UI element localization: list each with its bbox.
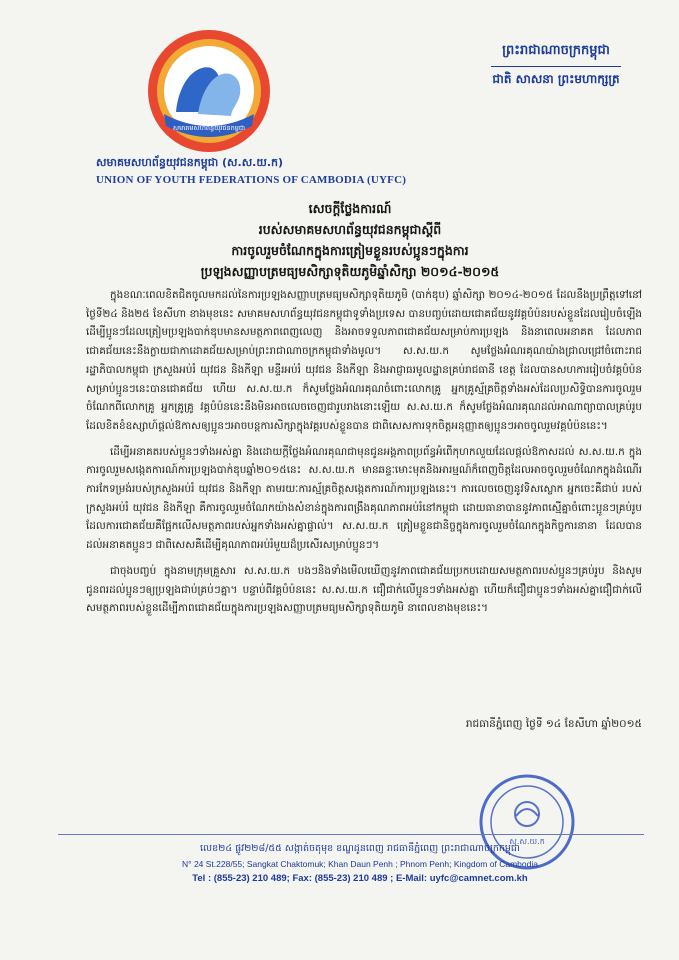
svg-text:សមាគមសហព័ន្ធយុវជនកម្ពុជា: សមាគមសហព័ន្ធយុវជនកម្ពុជា bbox=[172, 124, 246, 132]
paragraph-2: ដើម្បីអនាគតរបស់ប្អូនៗទាំងអស់គ្នា និងដោយក្តីថ្លែងអំណរគុណជាមុនជូនអង្គភាពប្រព័ន្ធអំពើកុហកលួយដែលផ្តល់ឱកាសដល់ ស.ស.យ.ក ក្នុងការចូលរួមសង្កេតការណ៍ការប្រឡងបាក់ឌុបឆ្នាំ២០១៥នេះ ស.ស.យ.ក មានឆន្ទៈមោះមុតនិងអារម្មណ៍ក៏ពេញចិត្តដែលអាចចូលរួមចំណែកក្នុងដំណើរការកែទម្រង់របស់ក្រសួងអប់រំ យុវជន និងកីឡា តាមរយៈការស្ម័គ្រចិត្តសង្កេតការណ៍ការប្រឡងនេះ។ ការលេចចេញនូវទិសស្លោក អ្នកចេះគឺជាប់ របស់ក្រសួងអប់រំ យុវជន និងកីឡា គឺការចូលរួមចំណែកយ៉ាងសំខាន់ក្នុងការពង្រឹងគុណភាពអប់រំនៅកម្ពុជា ដោយធានាបាននូវភាពស្មើគ្នាចំពោះប្អូនៗគ្រប់រូបដែលការជោគជ័យគឺផ្អែកលើសមត្ថភាពរបស់អ្នកទាំងអស់គ្នាផ្ទាល់។ ស.ស.យ.ក ត្រៀមខ្លួនជានិច្ចក្នុងការចូលរួមចំណែកក្នុងកិច្ចការនានា ដែលបានដល់អនាគតប្អូនៗ ជាពិសេសគឺដើម្បីគុណភាពអប់រំមួយដ៏ប្រសើរសម្រាប់ប្អូនៗ។ bbox=[86, 445, 642, 552]
dateline: រាជធានីភ្នំពេញ ថ្ងៃទី ១៤ ខែសីហា ឆ្នាំ២០១៥ bbox=[465, 718, 642, 730]
kingdom-line-2: ជាតិ សាសនា ព្រះមហាក្សត្រ bbox=[492, 72, 620, 86]
org-name-kh: សមាគមសហព័ន្ធយុវជនកម្ពុជា (ស.ស.យ.ក) bbox=[96, 156, 284, 169]
kingdom-line-1: ព្រះរាជាណាចក្រកម្ពុជា bbox=[502, 43, 610, 58]
footer bbox=[120, 842, 600, 884]
title-line-1: សេចក្តីថ្លែងការណ៍ bbox=[308, 201, 392, 216]
title-line-3: ការចូលរួមចំណែកក្នុងការត្រៀមខ្លួនរបស់ប្អូនៗក្នុងការ bbox=[231, 243, 469, 258]
org-name-en: UNION OF YOUTH FEDERATIONS OF CAMBODIA (UYFC) bbox=[96, 174, 407, 186]
kingdom-header bbox=[466, 42, 646, 89]
title-line-2: របស់សមាគមសហព័ន្ធយុវជនកម្ពុជាស្តីពី bbox=[258, 222, 442, 237]
uyfc-logo bbox=[146, 28, 272, 154]
paragraph-1: ក្នុងខណៈពេលខិតជិតចូលមកដល់នៃការប្រឡងសញ្ញាបត្រមធ្យមសិក្សាទុតិយភូមិ (បាក់ឌុប) ឆ្នាំសិក្សា ២០១៤-២០១៥ ដែលនឹងប្រព្រឹត្តទៅនៅថ្ងៃទី២៤ និង២៥ ខែសីហា ខាងមុខនេះ សមាគមសហព័ន្ធយុវជនកម្ពុជាទូទាំងប្រទេស បានបញ្ចប់ដោយជោគជ័យនូវវគ្គបំប៉នរបស់ខ្លួនដែលរៀបចំឡើងដើម្បីប្អូនៗដែលត្រៀមប្រឡងបាក់ឌុបមានសមត្ថភាពពេញលេញ និងអាចទទួលភាពជោគជ័យសម្រាប់ការប្រឡង និងនាពេលអនាគត ដែលភាពជោគជ័យនេះនឹងក្លាយជាកាដោគជ័យសម្រាប់ព្រះរាជាណាចក្រកម្ពុជាទាំងមូល។ ស.ស.យ.ក សូមថ្លែងអំណរគុណយ៉ាងជ្រាលជ្រៅចំពោះរាជរដ្ឋាភិបាលកម្ពុជា ក្រសួងអប់រំ យុវជន និងកីឡា មន្ទីរអប់រំ យុវជន និងកីឡា និងអាជ្ញាធរមូលដ្ឋានគ្រប់រាជធានី ខេត្ត ដែលបានសហការរៀបចំវគ្គបំប៉នសម្រាប់ប្អូនៗនេះបានជោគជ័យ ហើយ ស.ស.យ.ក ក៏សូមថ្លែងអំណរគុណចំពោះលោកគ្រូ អ្នកគ្រូស្ម័គ្រចិត្តទាំងអស់ដែលប្រសិទ្ធិបានការចូលរួមចំណែកពីលោកគ្រូ អ្នកគ្រូគ្រូ វគ្គបំប៉ននេះនឹងមិនអាចលេចចេញជារូបរាងនោះឡើយ ស.ស.យ.ក ក៏សូមថ្លែងអំណរគុណដល់អាណាព្យាបាលគ្រប់រូបដែលខិតខំឧស្សាហ៍ផ្តល់ឱកាសឲ្យប្អូនៗអាចបន្តការសិក្សាក្នុងវគ្គរបស់ខ្លួនបាន ជាពិសេសការទុកចិត្តអនុញ្ញាតឲ្យប្អូនៗអាចចូលរួមវគ្គបំប៉ននេះ។ bbox=[86, 289, 642, 432]
svg-text:ស.ស.យ.ក: ស.ស.យ.ក bbox=[509, 837, 545, 846]
footer-contact: Tel : (855-23) 210 489; Fax: (855-23) 210 489 ; E-Mail: uyfc@camnet.com.kh bbox=[192, 873, 528, 884]
statement-title bbox=[150, 198, 550, 282]
footer-address-kh: លេខ២៤ ផ្លូវ២២៨/៥៥ សង្កាត់ចតុមុខ ខណ្ឌដូនពេញ រាជធានីភ្នំពេញ ព្រះរាជាណាចក្រកម្ពុជា bbox=[200, 843, 520, 854]
footer-address-en: N° 24 St.228/55; Sangkat Chaktomuk; Khan Daun Penh ; Phnom Penh; Kingdom of Cambodia bbox=[182, 859, 538, 869]
kingdom-divider bbox=[491, 66, 621, 67]
statement-body bbox=[86, 286, 642, 625]
title-line-4: ប្រឡងសញ្ញាបត្រមធ្យមសិក្សាទុតិយភូមិឆ្នាំសិក្សា ២០១៤-២០១៥ bbox=[200, 264, 500, 279]
paragraph-3: ជាចុងបញ្ចប់ ក្នុងនាមក្រុមគ្រួសារ ស.ស.យ.ក បងៗនិងទាំងមើលឃើញនូវភាពជោគជ័យប្រកបដោយសមត្ថភាពរបស់ប្អូនៗគ្រប់រូប និងសូមជូនពរដល់ប្អូនៗឲ្យប្រឡងជាប់គ្រប់ៗគ្នា។ បន្ទាប់ពីវគ្គបំប៉ននេះ ស.ស.យ.ក ជឿជាក់លើប្អូនៗទាំងអស់គ្នា ហើយក៏ជឿជាប្អូនៗទាំងអស់គ្នាជឿជាក់លើសមត្ថភាពរបស់ខ្លួនដើម្បីភាពជោគជ័យក្នុងការប្រឡងសញ្ញាបត្រមធ្យមសិក្សាទុតិយភូមិ នាពេលខាងមុខនេះ។ bbox=[86, 564, 642, 615]
footer-divider bbox=[58, 834, 644, 835]
